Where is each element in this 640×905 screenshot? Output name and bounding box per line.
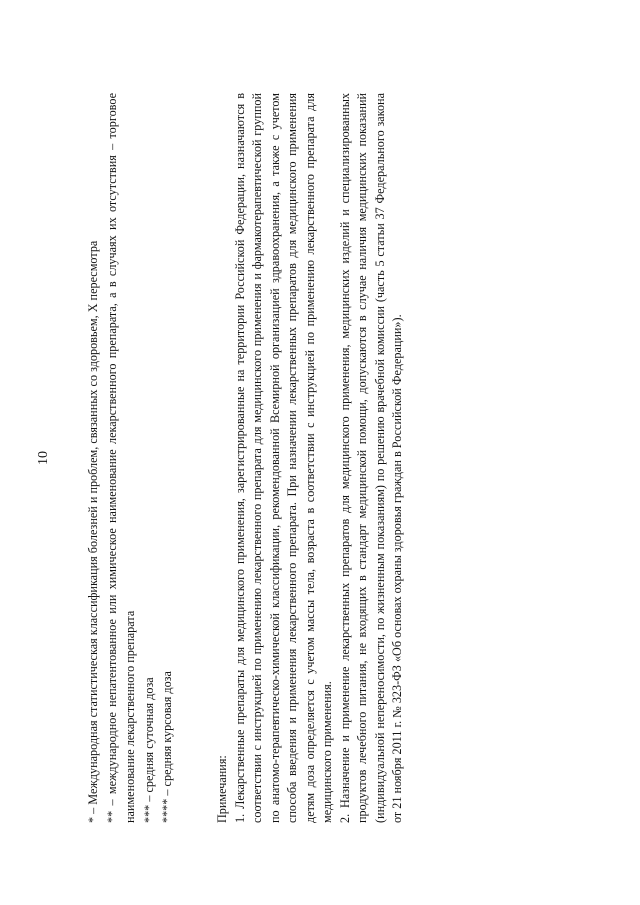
footnotes-block bbox=[84, 93, 177, 823]
notes-block bbox=[214, 93, 407, 823]
page-number: 10 bbox=[36, 451, 51, 465]
notes-heading: Примечания: bbox=[215, 755, 229, 823]
footnote-item: * – Международная статистическая классификация болезней и проблем, связанных со здоровьем, X пересмотра bbox=[86, 240, 100, 823]
footnote-item: **** – средняя курсовая доза bbox=[160, 671, 174, 823]
footnote-item: ** – международное непатентованное или химическое наименование лекарственного препарата, а в случаях их отсутствия – торговое наименование лекарственного препарата bbox=[104, 93, 137, 823]
note-item: 1. Лекарственные препараты для медицинского применения, зарегистрированные на территории Российской Федерации, назначаются в соответствии с инструкцией по применению лекарственного препарата для медицинского применения и фармакотерапевтической группой по анатомо-терапевтическо-химической классификации, рекомендованной Всемирной организацией здравоохранения, а также с учетом способа введения и применения лекарственного препарата. При назначении лекарственных препаратов для медицинского применения детям доза определяется с учетом массы тела, возраста в соответствии с инструкцией по применению лекарственного препарата для медицинского применения. bbox=[232, 93, 334, 823]
note-item: 2. Назначение и применение лекарственных препаратов для медицинского применения, медицинских изделий и специализированных продуктов лечебного питания, не входящих в стандарт медицинской помощи, допускаются в случае наличия медицинских показаний (индивидуальной непереносимости, по жизненным показаниям) по решению врачебной комиссии (часть 5 статьи 37 Федерального закона от 21 ноября 2011 г. № 323-ФЗ «Об основах охраны здоровья граждан в Российской Федерации»). bbox=[337, 93, 404, 823]
footnote-item: *** – средняя суточная доза bbox=[141, 677, 156, 823]
